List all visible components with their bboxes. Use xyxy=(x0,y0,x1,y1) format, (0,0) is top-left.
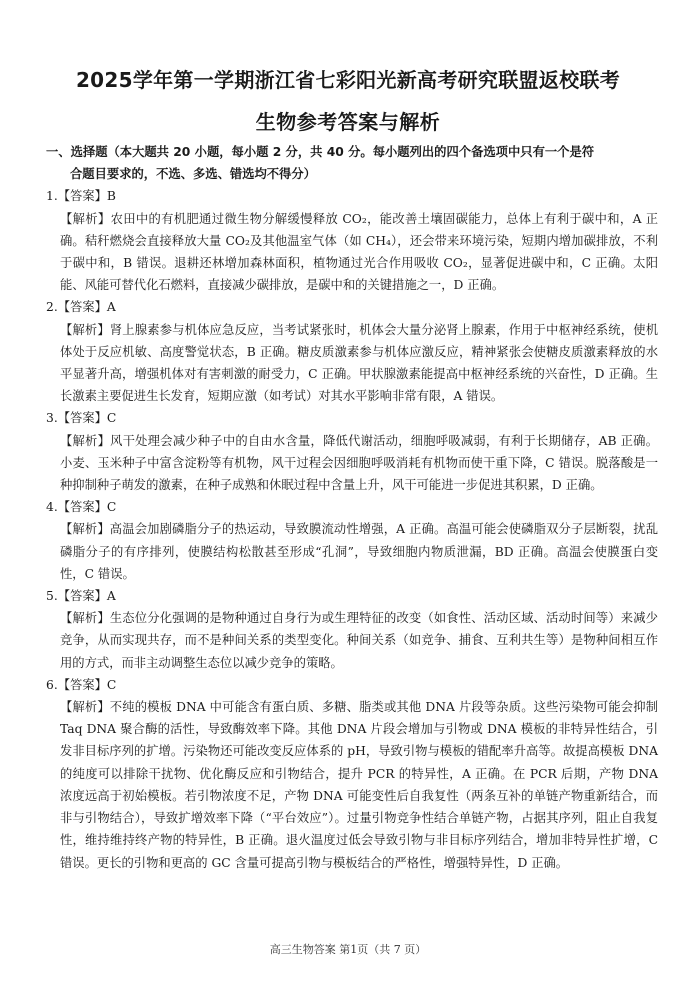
document-subtitle: 生物参考答案与解析 xyxy=(255,110,441,134)
question-item xyxy=(46,674,658,874)
question-item xyxy=(46,585,658,674)
page-footer: 高三生物答案 第1页（共 7 页） xyxy=(269,943,427,956)
section-heading xyxy=(46,141,658,185)
exam-title: 2025学年第一学期浙江省七彩阳光新高考研究联盟返校联考 xyxy=(75,68,621,92)
question-item xyxy=(46,407,658,496)
explanation-text: 【解析】肾上腺素参与机体应急反应，当考试紧张时，机体会大量分泌肾上腺素，作用于中枢神经系统，使机体处于反应机敏、高度警觉状态，B 正确。糖皮质激素参与机体应激反应，精神紧张会使糖皮质激素释放的水平显著升高，增强机体对有害刺激的耐受力，C 正确。甲状腺激素能提高中枢神经系统的兴奋性，D 正确。生长激素主要促进生长发育，短期应激（如考试）对其水平影响非常有限，A 错误。 xyxy=(60,322,658,404)
answer-line: 3.【答案】C xyxy=(46,411,117,426)
question-item xyxy=(46,185,658,296)
explanation-text: 【解析】生态位分化强调的是物种通过自身行为或生理特征的改变（如食性、活动区域、活动时间等）来减少竞争，从而实现共存，而不是种间关系的类型变化。种间关系（如竞争、捕食、互利共生等）是物种间相互作用的方式，而非主动调整生态位以减少竞争的策略。 xyxy=(60,611,658,670)
answer-line: 2.【答案】A xyxy=(46,300,116,315)
answer-line: 1.【答案】B xyxy=(46,189,116,204)
section-heading-line2: 合题目要求的，不选、多选、错选均不得分） xyxy=(70,167,316,182)
explanation-text: 【解析】风干处理会减少种子中的自由水含量，降低代谢活动，细胞呼吸减弱，有利于长期储存，AB 正确。小麦、玉米种子中富含淀粉等有机物，风干过程会因细胞呼吸消耗有机物而使干重下降，C 错误。脱落酸是一种抑制种子萌发的激素，在种子成熟和休眠过程中含量上升，风干可能进一步促进其积累，D 正确。 xyxy=(60,433,658,493)
answer-line: 5.【答案】A xyxy=(46,589,116,604)
explanation-text: 【解析】农田中的有机肥通过微生物分解缓慢释放 CO₂，能改善土壤固碳能力，总体上有利于碳中和，A 正确。秸秆燃烧会直接释放大量 CO₂及其他温室气体（如 CH₄），还会带来环境污染，短期内增加碳排放，不利于碳中和，B 错误。退耕还林增加森林面积，植物通过光合作用吸收 CO₂，显著促进碳中和，C 正确。太阳能、风能可替代化石燃料，直接减少碳排放，是碳中和的关键措施之一，D 正确。 xyxy=(60,211,658,293)
answer-line: 4.【答案】C xyxy=(46,500,117,515)
answer-content xyxy=(46,141,658,874)
explanation-text: 【解析】高温会加剧磷脂分子的热运动，导致膜流动性增强，A 正确。高温可能会使磷脂双分子层断裂，扰乱磷脂分子的有序排列，使膜结构松散甚至形成“孔洞”，导致细胞内物质泄漏，BD 正确。高温会使膜蛋白变性，C 错误。 xyxy=(60,522,658,581)
section-heading-line1: 一、选择题（本大题共 20 小题，每小题 2 分，共 40 分。每小题列出的四个备选项中只有一个是符 xyxy=(46,145,595,159)
answer-line: 6.【答案】C xyxy=(46,677,117,692)
explanation-text: 【解析】不纯的模板 DNA 中可能含有蛋白质、多糖、脂类或其他 DNA 片段等杂质。这些污染物可能会抑制 Taq DNA 聚合酶的活性，导致酶效率下降。其他 DNA 片段会增加与引物或 DNA 模板的非特异性结合，引发非目标序列的扩增。污染物还可能改变反应体系的 pH，导致引物与模板的错配率升高等。故提高模板 DNA 的纯度可以排除干扰物、优化酶反应和引物结合，提升 PCR 的特异性，A 正确。在 PCR 后期，产物 DNA 浓度远高于初始模板。若引物浓度不足，产物 DNA 可能变性后自我复性（两条互补的单链产物重新结合，而非与引物结合），导致扩增效率下降（“平台效应”）。过量引物竞争性结合单链产物，占据其序列，阻止自我复性，维持维持终产物的特异性，B 正确。退火温度过低会导致引物与非目标序列结合，增加非特异性扩增，C 错误。更长的引物和更高的 GC 含量可提高引物与模板结合的严格性，增强特异性，D 正确。 xyxy=(60,700,658,870)
question-item xyxy=(46,296,658,407)
question-item xyxy=(46,496,658,585)
